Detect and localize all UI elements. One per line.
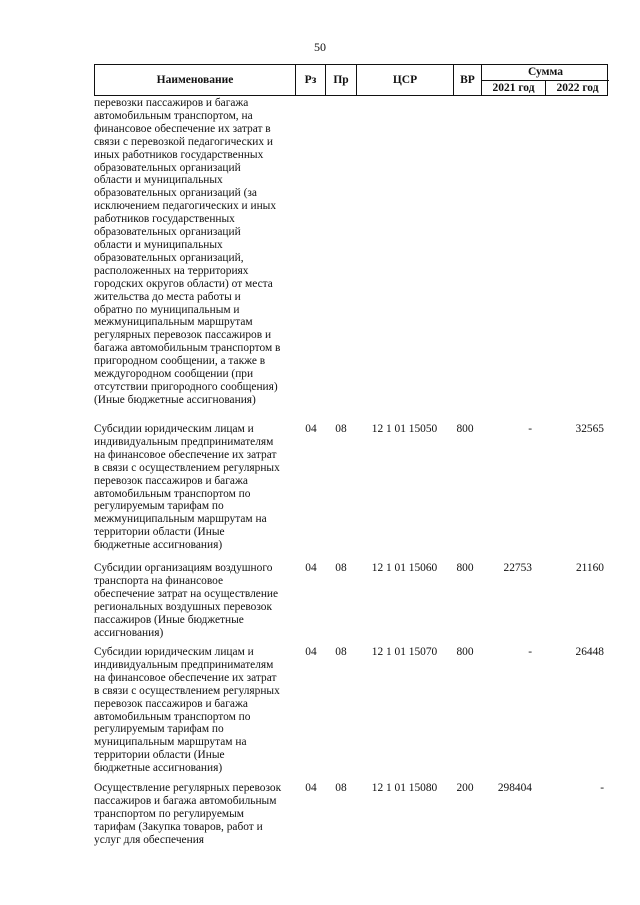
row-name-line: межмуниципальным маршрутам на: [94, 513, 267, 526]
row-name-line: области и муниципальных: [94, 174, 223, 187]
header-sum: [482, 65, 609, 95]
row-name-line: отсутствии пригородного сообщения): [94, 380, 278, 393]
row-name-line: территории области (Иные: [94, 749, 225, 762]
row-name-line: бюджетные ассигнования): [94, 539, 223, 552]
row-rz: 04: [305, 562, 317, 574]
row-rz: 04: [305, 646, 317, 658]
row-name-line: на финансовое обеспечение их затрат: [94, 448, 277, 461]
row-vr: 800: [456, 423, 474, 435]
header-pr: Пр: [326, 65, 357, 95]
header-vr: ВР: [454, 65, 482, 95]
row-name-line: (Иные бюджетные ассигнования): [94, 393, 256, 406]
row-name-line: финансовое обеспечение их затрат в: [94, 122, 271, 135]
row-csr: 12 1 01 15070: [371, 646, 438, 658]
row-sum-2021: -: [528, 423, 532, 435]
header-sum-title: Сумма: [482, 65, 609, 81]
row-sum-2021: -: [528, 646, 532, 658]
row-name-line: работников государственных: [94, 213, 235, 226]
page-number: 50: [314, 40, 326, 54]
row-name-line: региональных воздушных перевозок: [94, 600, 273, 613]
row-name-line: иных работников государственных: [94, 148, 264, 161]
row-name-line: индивидуальным предпринимателям: [94, 435, 274, 448]
row-name-line: обеспечение затрат на осуществление: [94, 587, 279, 600]
row-name-line: Субсидии юридическим лицам и: [94, 646, 254, 658]
row-name-line: образовательных организаций: [94, 226, 241, 239]
row-name-line: бюджетные ассигнования): [94, 762, 223, 775]
row-name-line: Осуществление регулярных перевозок: [94, 782, 282, 794]
row-name-line: пассажиров и багажа автомобильным: [94, 794, 277, 807]
row-name-line: пригородном сообщении, а также в: [94, 355, 266, 368]
row-vr: 200: [456, 782, 474, 794]
row-csr: 12 1 01 15080: [371, 782, 438, 794]
row-name-line: пассажиров (Иные бюджетные: [94, 613, 244, 626]
row-rz: 04: [305, 782, 317, 794]
row-csr: 12 1 01 15060: [371, 562, 438, 574]
row-name-line: в связи с осуществлением регулярных: [94, 461, 280, 474]
row-name-line: образовательных организаций: [94, 161, 241, 174]
row-csr: 12 1 01 15050: [371, 423, 438, 435]
row-name-line: расположенных на территориях: [94, 264, 249, 277]
row-name: [94, 423, 298, 552]
row-name: [94, 562, 298, 639]
row-name-line: на финансовое обеспечение их затрат: [94, 671, 277, 684]
row-vr: 800: [456, 646, 474, 658]
row-sum-2022: 32565: [575, 423, 604, 435]
row-name-line: индивидуальным предпринимателям: [94, 658, 274, 671]
row-name-line: территории области (Иные: [94, 526, 225, 539]
row-name-line: ассигнования): [94, 626, 164, 639]
row-name-line: образовательных организаций (за: [94, 187, 257, 200]
header-rz: Рз: [296, 65, 326, 95]
row-rz: 04: [305, 423, 317, 435]
row-name-line: межмуниципальным маршрутам: [94, 316, 253, 329]
row-sum-2022: 21160: [575, 562, 604, 574]
row-name-line: Субсидии юридическим лицам и: [94, 423, 254, 435]
row-pr: 08: [335, 423, 347, 435]
row-name-line: исключением педагогических и иных: [94, 200, 277, 213]
header-name: Наименование: [95, 65, 296, 95]
row-name-line: автомобильным транспортом по: [94, 487, 251, 500]
row-name-line: перевозок пассажиров и багажа: [94, 697, 248, 710]
row-name-line: в связи с осуществлением регулярных: [94, 684, 280, 697]
row-name-line: перевозок пассажиров и багажа: [94, 474, 248, 487]
row-name-line: области и муниципальных: [94, 238, 223, 251]
row-name: [94, 97, 298, 407]
row-name-line: транспорта на финансовое: [94, 574, 224, 587]
row-name-line: междугородном сообщении (при: [94, 368, 254, 381]
row-pr: 08: [335, 646, 347, 658]
header-year-2021: 2021 год: [482, 80, 546, 96]
row-sum-2022: -: [600, 782, 604, 794]
row-name-line: муниципальным маршрутам на: [94, 736, 247, 749]
row-name-line: обратно по муниципальным и: [94, 303, 240, 316]
row-name-line: транспортом по регулируемым: [94, 807, 244, 820]
row-name: [94, 782, 298, 847]
row-name: [94, 646, 298, 775]
row-name-line: жительства до места работы и: [94, 290, 241, 303]
row-name-line: Субсидии организациям воздушного: [94, 562, 273, 574]
row-pr: 08: [335, 562, 347, 574]
row-sum-2021: 298404: [497, 782, 532, 794]
row-sum-2022: 26448: [575, 646, 604, 658]
row-name-line: тарифам (Закупка товаров, работ и: [94, 820, 263, 833]
header-csr: ЦСР: [357, 65, 454, 95]
row-name-line: перевозки пассажиров и багажа: [94, 97, 249, 109]
row-vr: 800: [456, 562, 474, 574]
header-year-2022: 2022 год: [556, 82, 599, 94]
row-name-line: багажа автомобильным транспортом в: [94, 342, 281, 355]
row-name-line: регулируемым тарифам по: [94, 500, 224, 513]
row-name-line: регулярных перевозок пассажиров и: [94, 329, 272, 342]
row-name-line: регулируемым тарифам по: [94, 723, 224, 736]
row-name-line: услуг для обеспечения: [94, 833, 205, 846]
row-name-line: образовательных организаций,: [94, 251, 244, 264]
row-name-line: автомобильным транспортом по: [94, 710, 251, 723]
row-sum-2021: 22753: [503, 562, 532, 574]
row-name-line: городских округов области) от места: [94, 277, 273, 290]
row-pr: 08: [335, 782, 347, 794]
row-name-line: связи с перевозкой педагогических и: [94, 135, 273, 148]
row-name-line: автомобильным транспортом, на: [94, 109, 253, 122]
table-header: [94, 64, 608, 96]
